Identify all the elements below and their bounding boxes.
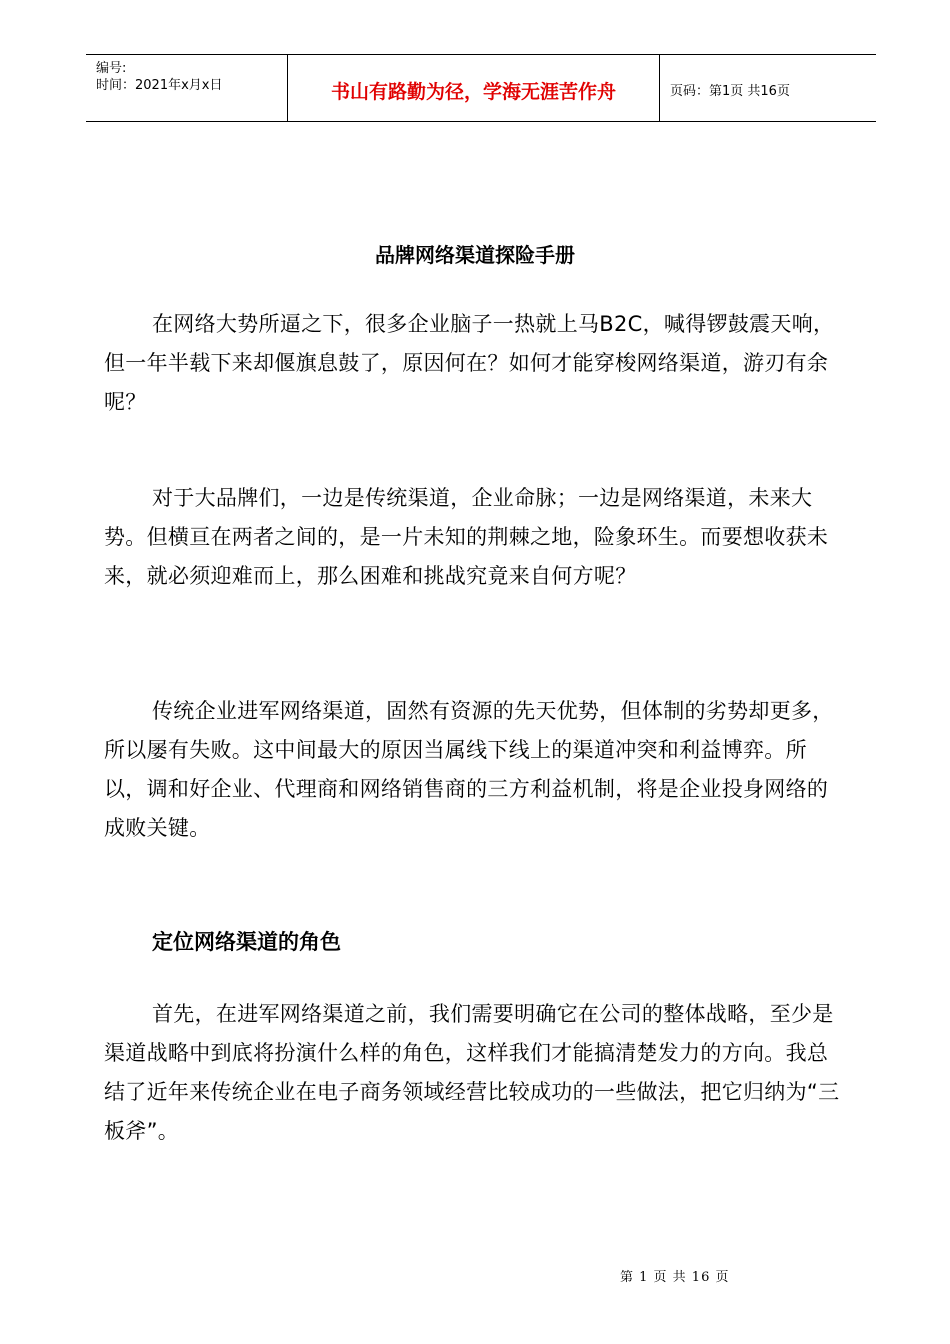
header-motto: 书山有路勤为径，学海无涯苦作舟: [287, 55, 660, 121]
paragraph-3: 传统企业进军网络渠道，固然有资源的先天优势，但体制的劣势却更多，所以屡有失败。这中间最大的原因当属线下线上的渠道冲突和利益博弈。所以，调和好企业、代理商和网络销售商的三方利益机制，将是企业投身网络的成败关键。: [104, 699, 834, 840]
page-header: [86, 54, 876, 122]
paragraph-1: 在网络大势所逼之下，很多企业脑子一热就上马B2C，喊得锣鼓震天响，但一年半载下来却偃旗息鼓了，原因何在？如何才能穿梭网络渠道，游刃有余呢？: [104, 312, 835, 414]
document-title: 品牌网络渠道探险手册: [375, 243, 575, 267]
section-heading: 定位网络渠道的角色: [152, 930, 341, 954]
paragraph-2: 对于大品牌们，一边是传统渠道，企业命脉；一边是网络渠道，未来大势。但横亘在两者之间的，是一片未知的荆棘之地，险象环生。而要想收获未来，就必须迎难而上，那么困难和挑战究竟来自何方呢？: [104, 486, 829, 588]
page-footer: 第 1 页 共 16 页: [620, 1270, 730, 1285]
header-page-info: 页码：第1页 共16页: [670, 83, 790, 99]
number-label: 编号:: [96, 61, 127, 76]
header-meta: [86, 55, 287, 121]
section-paragraph: 首先，在进军网络渠道之前，我们需要明确它在公司的整体战略，至少是渠道战略中到底将扮演什么样的角色，这样我们才能搞清楚发力的方向。我总结了近年来传统企业在电子商务领域经营比较成功的一些做法，把它归纳为“三板斧”。: [104, 1002, 840, 1143]
time-label: 时间：2021年x月x日: [96, 78, 223, 93]
